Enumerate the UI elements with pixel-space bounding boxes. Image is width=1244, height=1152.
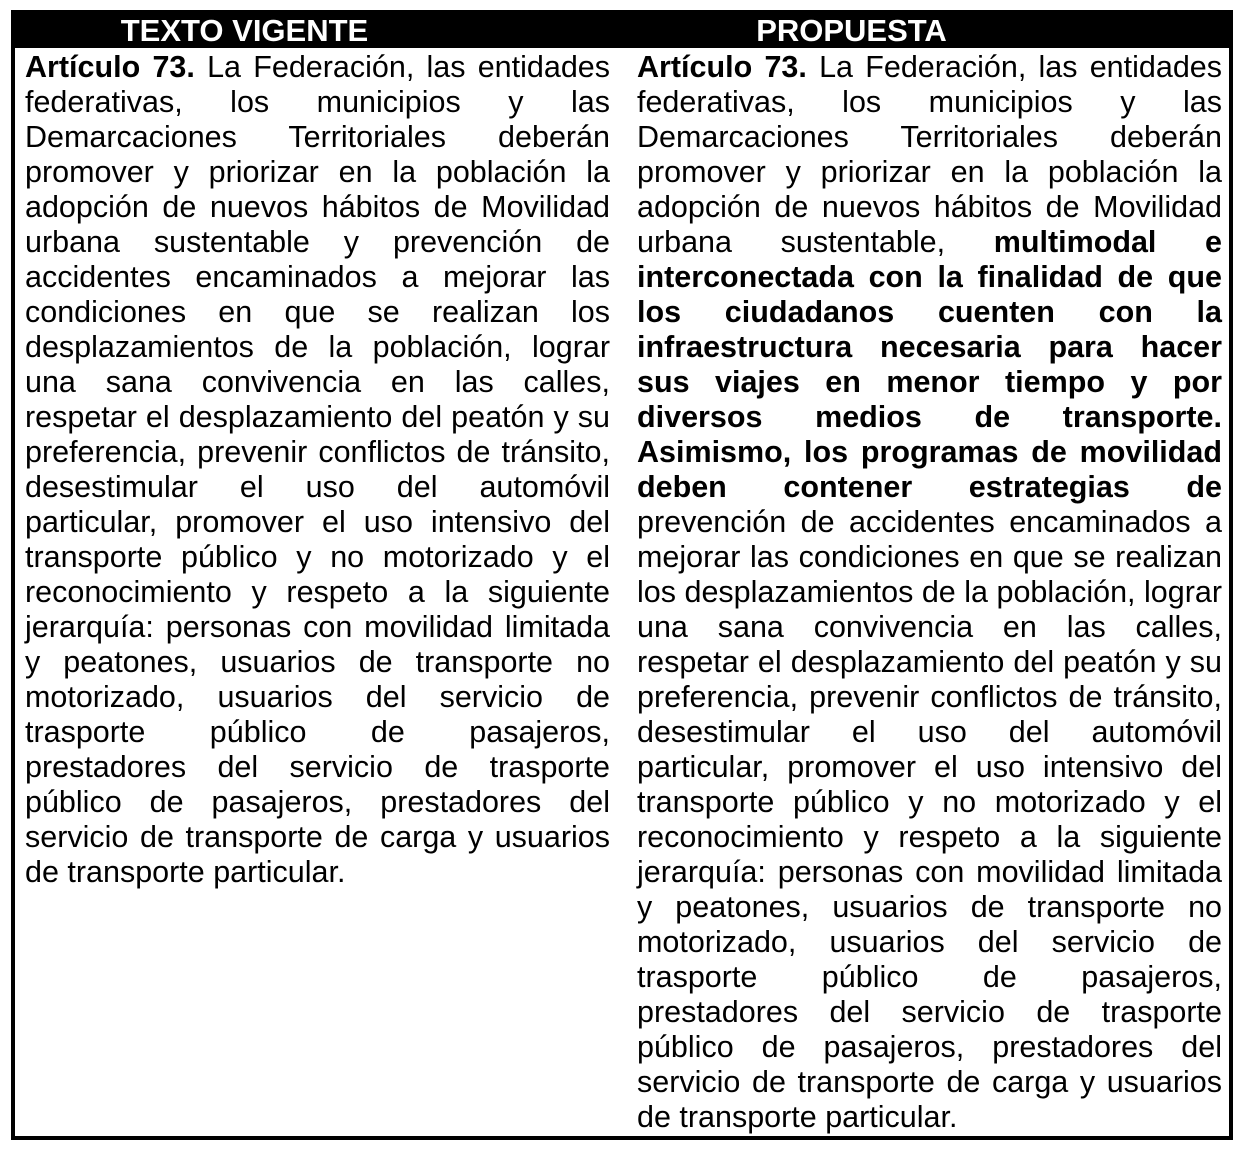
- article-number-lead: Artículo 73.: [25, 50, 195, 84]
- comparison-table: [11, 10, 1233, 1140]
- column-texto-vigente: [25, 50, 610, 1135]
- article-body-text-bold-amendment: multimodal e interconectada con la finalidad de que los ciudadanos cuenten con la infraestructura necesaria para hacer sus viajes en menor tiempo y por diversos medios de transporte. Asimismo, los programas de movilidad deben contener estrategias de: [637, 225, 1222, 504]
- article-paragraph-vigente: [25, 50, 610, 890]
- column-propuesta: [637, 50, 1222, 1135]
- header-cell-texto-vigente: TEXTO VIGENTE: [120, 13, 369, 48]
- table-header-row: [15, 14, 1229, 48]
- article-number-lead: Artículo 73.: [637, 50, 807, 84]
- header-cell-propuesta: PROPUESTA: [756, 13, 947, 48]
- article-body-text-regular-1: La Federación, las entidades federativas, los municipios y las Demarcaciones Territoriales deberán promover y priorizar en la población la adopción de nuevos hábitos de Movilidad urbana sustentable,: [637, 50, 1222, 259]
- table-body-row: [15, 48, 1229, 1135]
- article-body-text: La Federación, las entidades federativas, los municipios y las Demarcaciones Territoriales deberán promover y priorizar en la población la adopción de nuevos hábitos de Movilidad urbana sustentable y prevención de accidentes encaminados a mejorar las condiciones en que se realizan los desplazamientos de la población, lograr una sana convivencia en las calles, respetar el desplazamiento del peatón y su preferencia, prevenir conflictos de tránsito, desestimular el uso del automóvil particular, promover el uso intensivo del transporte público y no motorizado y el reconocimiento y respeto a la siguiente jerarquía: personas con movilidad limitada y peatones, usuarios de transporte no motorizado, usuarios del servicio de trasporte público de pasajeros, prestadores del servicio de trasporte público de pasajeros, prestadores del servicio de transporte de carga y usuarios de transporte particular.: [25, 50, 610, 889]
- article-body-text-regular-2: prevención de accidentes encaminados a mejorar las condiciones en que se realizan los desplazamientos de la población, lograr una sana convivencia en las calles, respetar el desplazamiento del peatón y su preferencia, prevenir conflictos de tránsito, desestimular el uso del automóvil particular, promover el uso intensivo del transporte público y no motorizado y el reconocimiento y respeto a la siguiente jerarquía: personas con movilidad limitada y peatones, usuarios de transporte no motorizado, usuarios del servicio de trasporte público de pasajeros, prestadores del servicio de trasporte público de pasajeros, prestadores del servicio de transporte de carga y usuarios de transporte particular.: [637, 505, 1222, 1134]
- article-paragraph-propuesta: [637, 50, 1222, 1135]
